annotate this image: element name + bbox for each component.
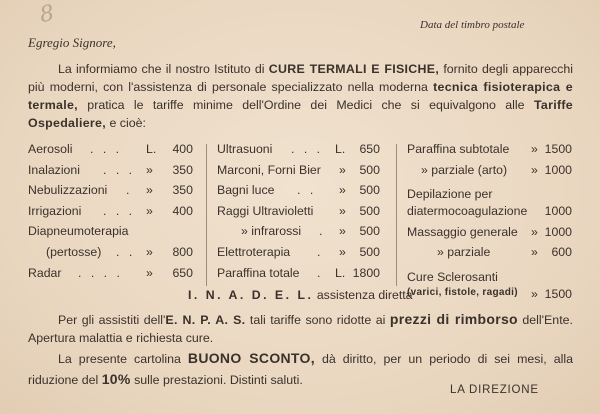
tariff-name: Depilazione per (407, 187, 493, 202)
tariff-row (407, 187, 572, 204)
tariff-price: 1000 (544, 204, 572, 219)
tariff-mark: » (146, 244, 153, 259)
tariff-mark: » (531, 286, 538, 301)
tariff-price: 1800 (352, 265, 380, 280)
tariff-name: diatermocoagulazione (407, 204, 528, 219)
tariff-name: Irrigazioni (28, 203, 82, 218)
tariff-mark: » (339, 224, 346, 239)
intro-bold-3: Tariffe Ospedaliere, (28, 98, 573, 130)
intro-bold-1: CURE TERMALI E FISICHE, (268, 62, 440, 76)
tariff-name: Nebulizzazioni (28, 183, 108, 198)
tariff-name: Massaggio generale (407, 224, 518, 239)
intro-paragraph (28, 60, 573, 132)
greeting: Egregio Signore, (28, 35, 116, 50)
inadel-text: assistenza diretta (316, 288, 413, 302)
inadel-name: I. N. A. D. E. L. (188, 288, 314, 302)
tariff-price: 500 (359, 162, 380, 177)
buono-mid: dà diritto, per un periodo di sei mesi, alla riduzione del (28, 352, 573, 387)
tariff-mark: » (531, 224, 538, 239)
tariff-name: (varici, fistole, ragadi) (407, 286, 518, 298)
tariff-name: Paraffina subtotale (407, 142, 510, 156)
tariff-mark: » (531, 245, 538, 260)
tariff-row (407, 270, 572, 287)
tariff-mark: » (339, 203, 346, 218)
tariff-name: Raggi Ultravioletti (217, 203, 314, 218)
tariff-price: 400 (172, 142, 193, 156)
tariff-price: 350 (172, 183, 193, 198)
tariff-dots: . . . (291, 142, 324, 156)
tariff-column-2 (217, 142, 380, 286)
enpas-name: E. N. P. A. S. (165, 313, 246, 327)
tariff-name: » parziale (437, 245, 491, 260)
tariff-name: Cure Sclerosanti (407, 269, 498, 284)
tariff-name: Paraffina totale (217, 265, 300, 280)
signature: LA DIREZIONE (450, 384, 539, 396)
tariff-row (217, 245, 380, 266)
tariff-row (28, 245, 193, 266)
tariff-price: 650 (172, 265, 193, 280)
tariff-mark: » (531, 162, 538, 177)
enpas-post: dell'Ente. Apertura malattia e richiesta cure. (28, 313, 573, 345)
tariff-row (217, 266, 380, 287)
tariff-price: 500 (359, 203, 380, 218)
tariff-name: Ultrasuoni (217, 142, 273, 156)
tariff-mark: » (531, 142, 538, 156)
enpas-paragraph (28, 310, 573, 347)
tariff-mark: L. (335, 265, 346, 280)
intro-text-4: e cioè: (109, 116, 146, 130)
intro-text-3: pratica le tariffe minime dell'Ordine dei Medici che si equivalgono alle (87, 98, 525, 112)
tariff-dots: . (126, 183, 133, 198)
buono-percent: 10% (101, 371, 131, 387)
tariff-dots: . . . (103, 162, 136, 177)
intro-text-1: La informiamo che il nostro Istituto di (58, 62, 265, 76)
tariff-name: Elettroterapia (217, 244, 291, 259)
tariff-row (217, 204, 380, 225)
tariff-price: 400 (172, 203, 193, 218)
enpas-pre: Per gli assistiti dell' (58, 313, 166, 327)
tariff-dots: . (317, 265, 324, 280)
tariff-row (407, 163, 572, 184)
tariff-dots: . . . . (78, 265, 123, 280)
tariff-row (217, 224, 380, 245)
tariff-mark: » (339, 183, 346, 198)
tariff-dots: . . (297, 183, 317, 198)
tariff-name: Radar (28, 265, 62, 280)
tariff-price: 1500 (544, 286, 572, 301)
tariff-row (217, 142, 380, 163)
tariff-row (28, 266, 193, 287)
tariff-price: 650 (359, 142, 380, 156)
tariff-price: 1500 (544, 142, 572, 156)
column-divider (396, 144, 397, 286)
tariff-dots: . . (116, 244, 136, 259)
tariff-row (407, 225, 572, 246)
tariff-row (407, 142, 572, 163)
tariff-mark: » (339, 244, 346, 259)
tariff-price: 800 (172, 244, 193, 259)
tariff-row (407, 245, 572, 266)
tariff-row (407, 204, 572, 225)
tariff-mark: » (339, 162, 346, 177)
tariff-row (28, 183, 193, 204)
tariff-mark: L. (335, 142, 346, 156)
enpas-mid: tali tariffe sono ridotte ai (249, 313, 386, 327)
corner-scribble: 8 (37, 0, 57, 29)
tariff-dots: . . . (103, 203, 136, 218)
tariff-mark: » (146, 162, 153, 177)
tariff-row (28, 142, 193, 163)
tariff-dots: . (319, 224, 326, 239)
tariff-price: 600 (551, 245, 572, 260)
enpas-bold: prezzi di rimborso (389, 311, 518, 327)
tariff-mark: L. (146, 142, 157, 156)
buono-post: sulle prestazioni. Distinti saluti. (134, 373, 303, 387)
tariff-name: » parziale (arto) (421, 162, 508, 177)
tariff-row (28, 204, 193, 225)
intro-bold-2: tecnica fisioterapica e termale, (28, 80, 573, 112)
tariff-price: 500 (359, 244, 380, 259)
column-divider (206, 144, 207, 286)
tariff-dots: . . . (90, 142, 123, 156)
tariff-row (217, 163, 380, 184)
tariff-dots: . (317, 244, 324, 259)
tariff-mark: » (146, 183, 153, 198)
tariff-name: Inalazioni (28, 162, 80, 177)
tariff-mark: » (146, 265, 153, 280)
tariff-column-1 (28, 142, 193, 286)
tariff-row (28, 224, 193, 245)
tariff-column-3 (407, 142, 572, 308)
tariff-name: Bagni luce (217, 183, 275, 198)
tariff-price: 500 (359, 224, 380, 239)
buono-bold: BUONO SCONTO, (187, 350, 315, 366)
tariff-name: (pertosse) (46, 244, 102, 259)
tariff-row (217, 183, 380, 204)
tariff-name: » infrarossi (241, 224, 302, 239)
tariff-name: Aerosoli (28, 142, 73, 156)
tariff-row (407, 287, 572, 308)
tariff-name: Marconi, Forni Bier (217, 162, 321, 177)
intro-text-2: fornito degli apparecchi più moderni, con l'assistenza di personale specializzato nella moderna (28, 62, 573, 94)
inadel-line (188, 288, 413, 302)
buono-pre: La presente cartolina (58, 352, 181, 366)
tariff-price: 1000 (544, 162, 572, 177)
tariff-name: Diapneumoterapia (28, 224, 129, 239)
tariff-mark: » (146, 203, 153, 218)
tariff-price: 500 (359, 183, 380, 198)
tariff-price: 1000 (544, 224, 572, 239)
tariff-row (28, 163, 193, 184)
tariff-price: 350 (172, 162, 193, 177)
stamp-date-label: Data del timbro postale (420, 19, 525, 31)
